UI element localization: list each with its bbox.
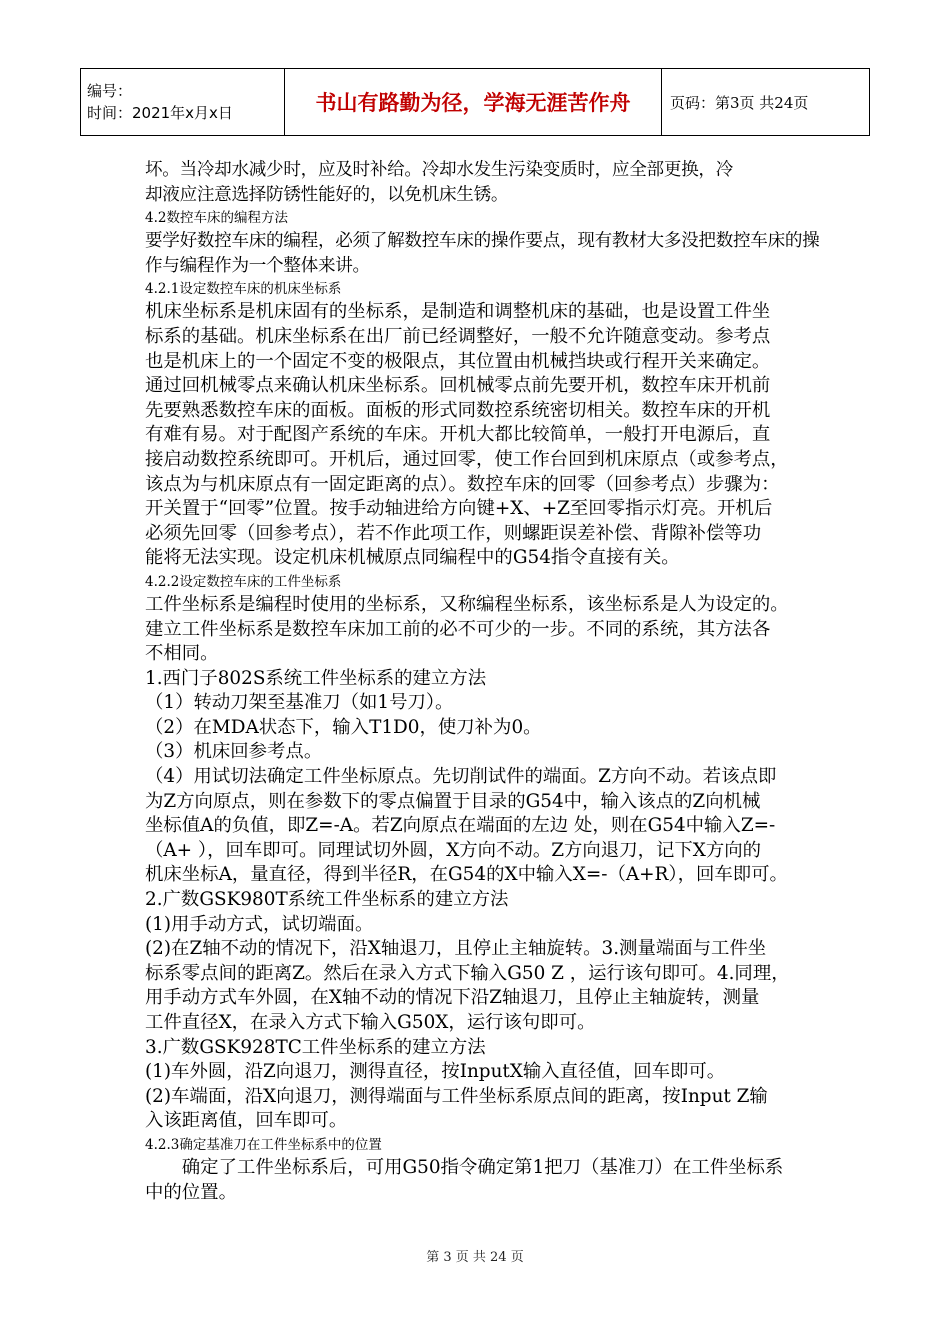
body-text-line: 机床坐标系是机床固有的坐标系，是制造和调整机床的基础，也是设置工件坐 — [145, 301, 771, 323]
body-text-line: 能将无法实现。设定机床机械原点同编程中的G54指令直接有关。 — [145, 547, 680, 569]
body-text-line: 必须先回零（回参考点），若不作此项工作，则螺距误差补偿、背隙补偿等功 — [145, 522, 762, 544]
body-text-line: 标系零点间的距离Z。然后在录入方式下输入G50 Z ，运行该句即可。4.同理， — [145, 962, 790, 984]
body-text-line: 2.广数GSK980T系统工件坐标系的建立方法 — [145, 889, 509, 911]
body-text-line: （4）用试切法确定工件坐标原点。先切削试件的端面。Z方向不动。若该点即 — [145, 766, 777, 788]
page-footer: 第 3 页 共 24 页 — [426, 1250, 524, 1265]
header-motto: 书山有路勤为径，学海无涯苦作舟 — [285, 69, 662, 136]
body-text-line: 工件直径X，在录入方式下输入G50X，运行该句即可。 — [145, 1012, 596, 1033]
body-text-line: 中的位置。 — [145, 1181, 237, 1203]
body-text-line: 有难有易。对于配图产系统的车床。开机大都比较简单，一般打开电源后，直 — [145, 424, 771, 446]
section-heading: 4.2.3确定基准刀在工件坐标系中的位置 — [145, 1136, 382, 1153]
body-text-line: 作与编程作为一个整体来讲。 — [145, 255, 370, 276]
document-body — [145, 158, 820, 1205]
body-text-line: （A+ ），回车即可。同理试切外圆，X方向不动。Z方向退刀，记下X方向的 — [145, 839, 762, 861]
body-text-line: 不相同。 — [145, 643, 219, 665]
document-number-label: 编号： — [87, 82, 133, 100]
body-text-line: 工件坐标系是编程时使用的坐标系，又称编程坐标系，该坐标系是人为设定的。 — [145, 593, 789, 615]
body-text-line: （3）机床回参考点。 — [145, 741, 323, 763]
header-table — [80, 68, 870, 136]
body-text-line: 入该距离值，回车即可。 — [145, 1110, 348, 1132]
body-text-line: 开关置于“回零”位置。按手动轴进给方向键+X、+Z至回零指示灯亮。开机后 — [145, 498, 773, 520]
body-text-line: 建立工件坐标系是数控车床加工前的必不可少的一步。不同的系统，其方法各 — [145, 618, 771, 640]
body-text-line: 1.西门子802S系统工件坐标系的建立方法 — [145, 667, 487, 689]
body-text-line: 通过回机械零点来确认机床坐标系。回机械零点前先要开机，数控车床开机前 — [145, 375, 771, 397]
body-text-line: 确定了工件坐标系后，可用G50指令确定第1把刀（基准刀）在工件坐标系 — [145, 1156, 784, 1178]
body-text-line: 先要熟悉数控车床的面板。面板的形式同数控系统密切相关。数控车床的开机 — [145, 399, 771, 421]
body-text-line: (1)用手动方式，试切端面。 — [145, 913, 374, 935]
body-text-line: 要学好数控车床的编程，必须了解数控车床的操作要点，现有教材大多没把数控车床的操 — [145, 231, 820, 252]
body-text-line: 坐标值A的负值，即Z=-A。若Z向原点在端面的左边 处，则在G54中输入Z=- — [145, 815, 776, 837]
body-text-line: (2)车端面，沿X向退刀，测得端面与工件坐标系原点间的距离，按Input Z输 — [145, 1085, 768, 1107]
section-heading: 4.2数控车床的编程方法 — [145, 210, 288, 227]
body-text-line: （2）在MDA状态下，输入T1D0，使刀补为0。 — [145, 716, 542, 738]
body-text-line: 用手动方式车外圆，在X轴不动的情况下沿Z轴退刀，且停止主轴旋转，测量 — [145, 987, 760, 1009]
document-time-label: 时间：2021年x月x日 — [87, 104, 233, 122]
body-text-line: 该点为与机床原点有一固定距离的点）。数控车床的回零（回参考点）步骤为： — [145, 473, 780, 495]
body-text-line: （1）转动刀架至基准刀（如1号刀）。 — [145, 692, 454, 714]
body-text-line: 为Z方向原点，则在参数下的零点偏置于目录的G54中，输入该点的Z向机械 — [145, 790, 761, 812]
header-page-label: 页码：第3页 共24页 — [662, 69, 870, 136]
body-text-line: 接启动数控系统即可。开机后，通过回零，使工作台回到机床原点（或参考点， — [145, 448, 789, 470]
header-info-cell — [81, 69, 285, 136]
body-text-line: (1)车外圆，沿Z向退刀，测得直径，按InputX输入直径值，回车即可。 — [145, 1061, 726, 1083]
section-heading: 4.2.1设定数控车床的机床坐标系 — [145, 281, 342, 298]
section-heading: 4.2.2设定数控车床的工件坐标系 — [145, 573, 342, 590]
body-text-line: 也是机床上的一个固定不变的极限点，其位置由机械挡块或行程开关来确定。 — [145, 350, 771, 372]
body-text-line: 坏。当冷却水减少时，应及时补给。冷却水发生污染变质时，应全部更换，冷 — [145, 160, 733, 180]
body-text-line: 却液应注意选择防锈性能好的，以免机床生锈。 — [145, 184, 509, 205]
body-text-line: 3.广数GSK928TC工件坐标系的建立方法 — [145, 1036, 486, 1058]
body-text-line: 标系的基础。机床坐标系在出厂前已经调整好，一般不允许随意变动。参考点 — [145, 325, 771, 347]
body-text-line: (2)在Z轴不动的情况下，沿X轴退刀，且停止主轴旋转。3.测量端面与工件坐 — [145, 938, 767, 960]
body-text-line: 机床坐标A，量直径，得到半径R，在G54的X中输入X=-（A+R），回车即可。 — [145, 864, 788, 886]
